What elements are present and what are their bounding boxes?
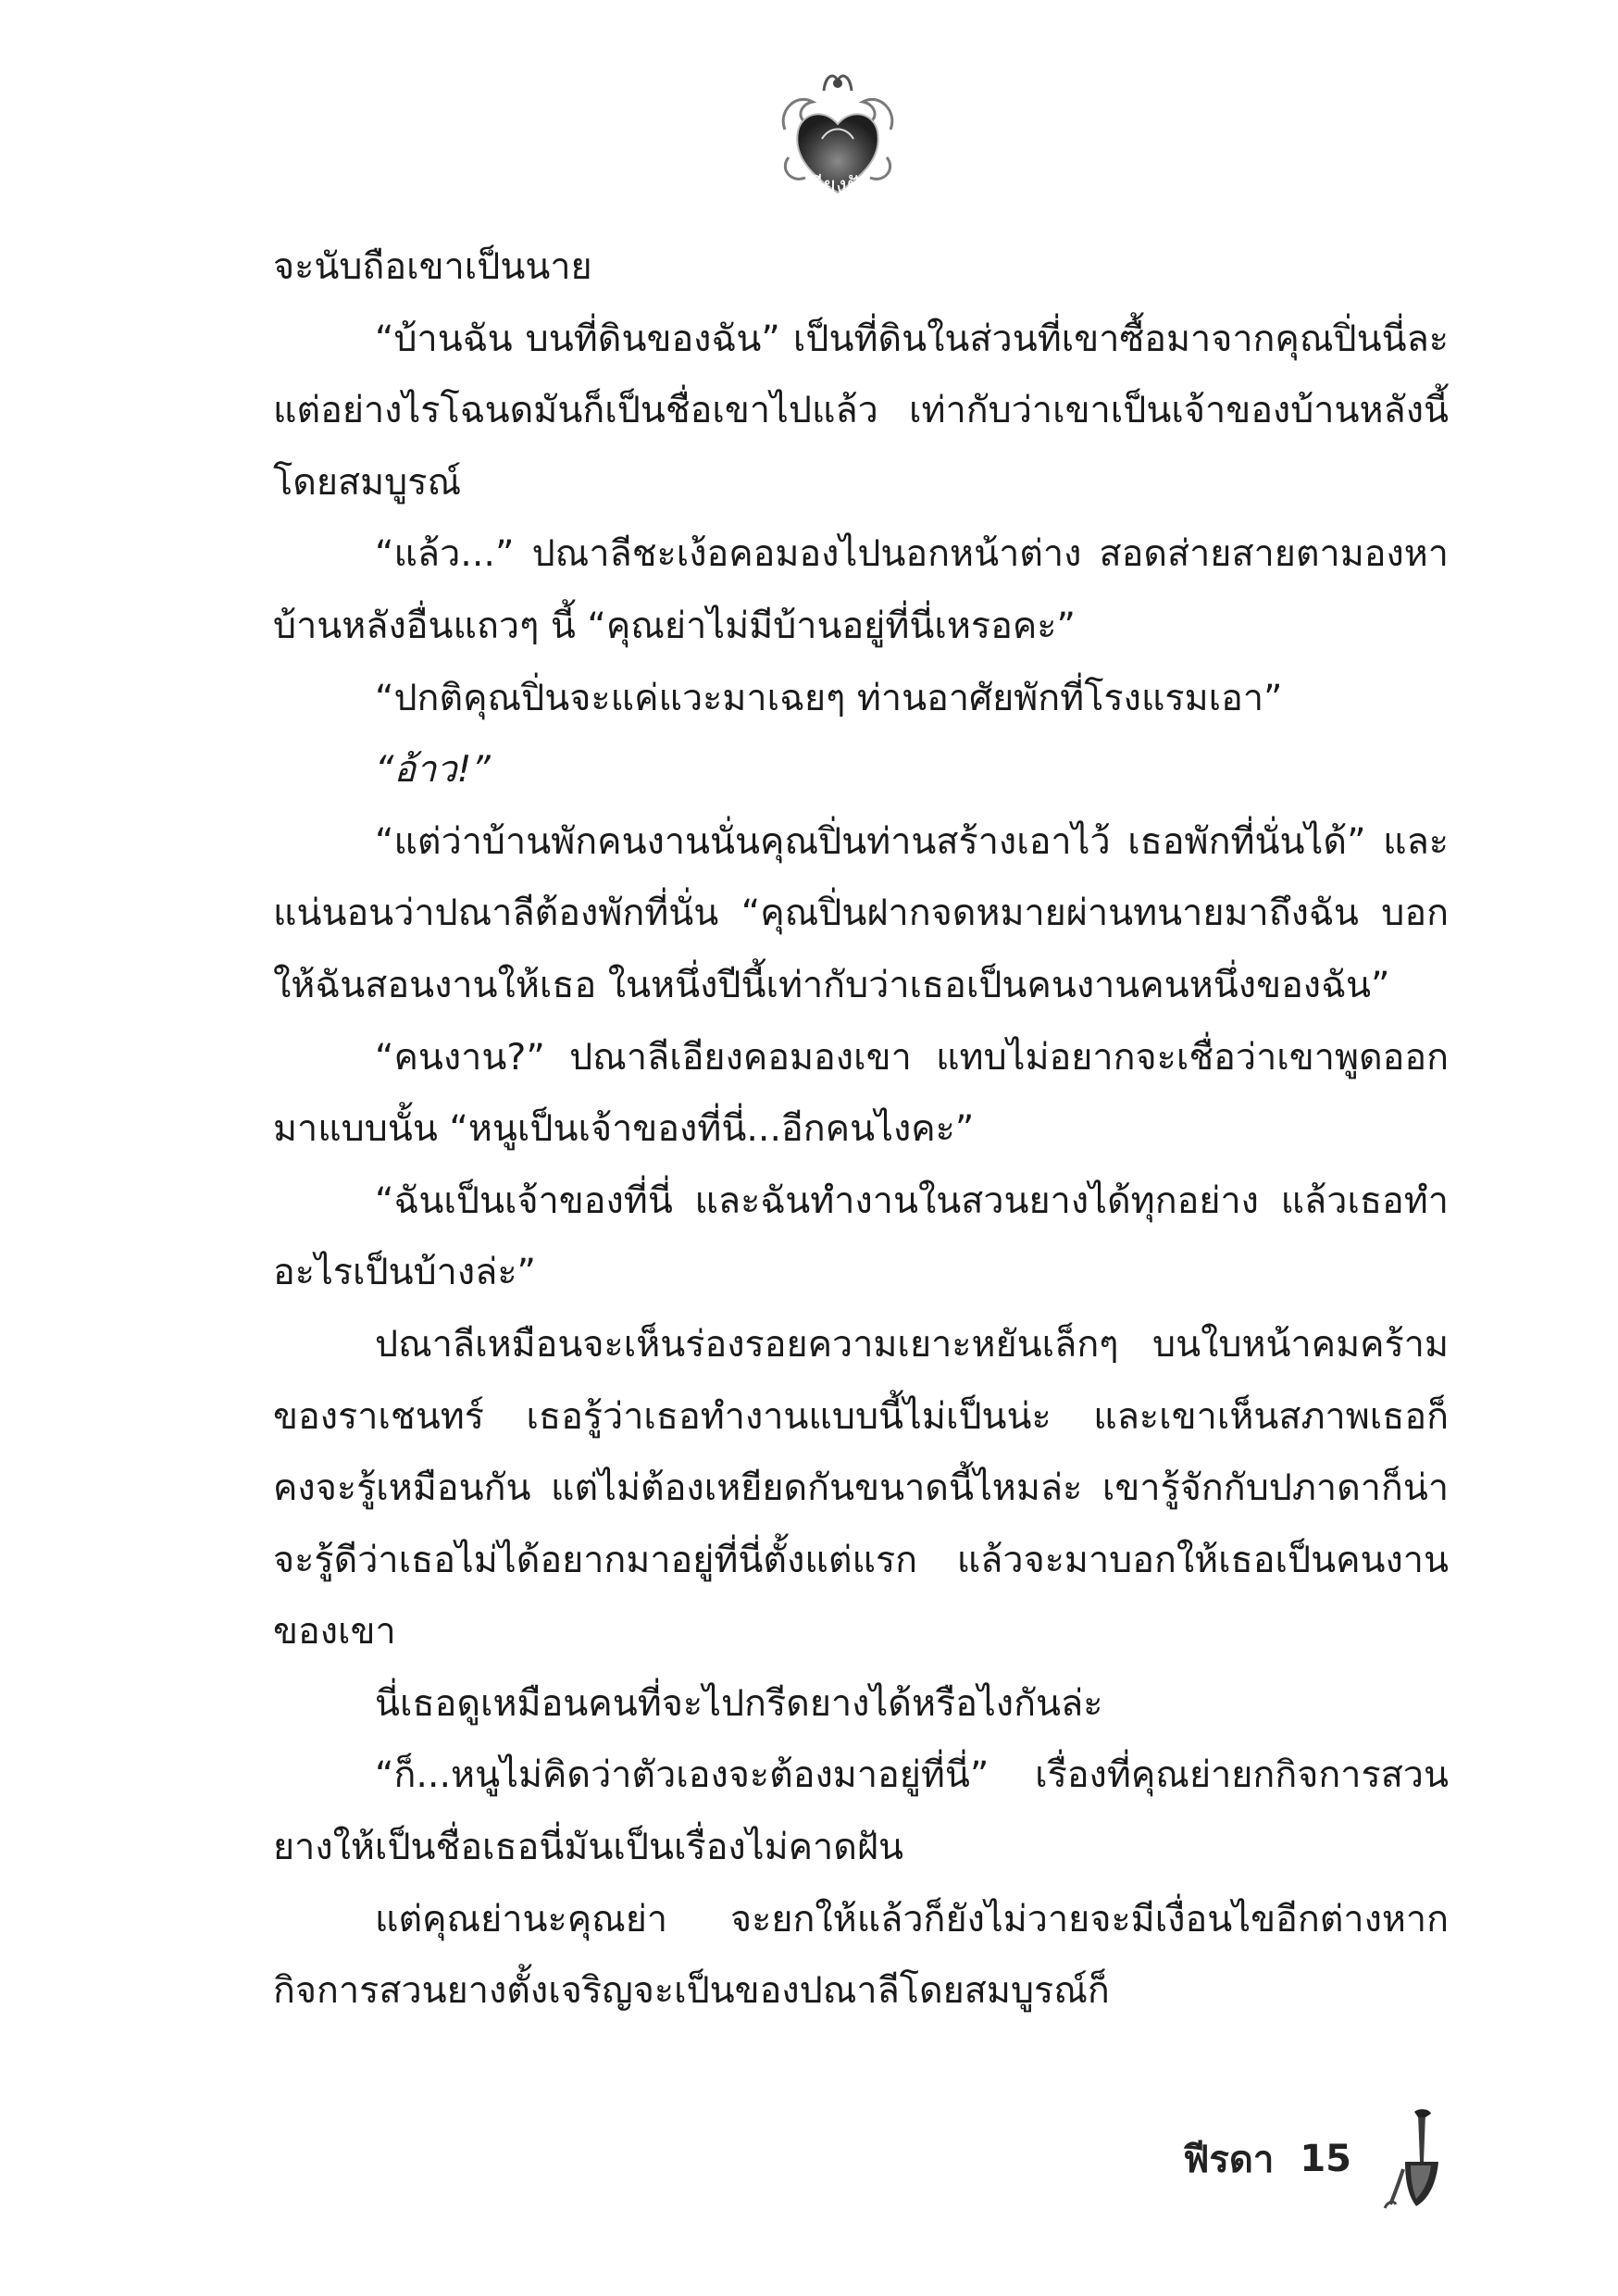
paragraph: “บ้านฉัน บนที่ดินของฉัน” เป็นที่ดินในส่วนที่เขาซื้อมาจากคุณปิ่นนี่ละ แต่อย่างไรโฉนดมันก็เป็นชื่อเขาไปแล้ว เท่ากับว่าเขาเป็นเจ้าของบ้านหลังนี้โดยสมบูรณ์ <box>273 317 1449 504</box>
paragraph: “ปกติคุณปิ่นจะแค่แวะมาเฉยๆ ท่านอาศัยพักที่โรงแรมเอา” <box>375 676 1283 719</box>
page-footer <box>1183 2103 1451 2215</box>
book-title: ฟีรดา <box>1183 2139 1275 2181</box>
paragraph: แต่คุณย่านะคุณย่า จะยกให้แล้วก็ยังไม่วายจะมีเงื่อนไขอีกต่างหาก กิจการสวนยางตั้งเจริญจะเป็นของปณาลีโดยสมบูรณ์ก็ <box>273 1897 1449 2013</box>
paragraph: ปณาลีเหมือนจะเห็นร่องรอยความเยาะหยันเล็กๆ บนใบหน้าคมคร้ามของราเชนทร์ เธอรู้ว่าเธอทำงานแบบนี้ไม่เป็นน่ะ และเขาเห็นสภาพเธอก็คงจะรู้เหมือนกัน แต่ไม่ต้องเหยียดกันขนาดนี้ไหมล่ะ เขารู้จักกับปภาดาก็น่าจะรู้ดีว่าเธอไม่ได้อยากมาอยู่ที่นี่ตั้งแต่แรก แล้วจะมาบอกให้เธอเป็นคนงานของเขา <box>273 1322 1449 1653</box>
paragraph: “อ้าว!” <box>375 748 491 792</box>
paragraph: “แล้ว...” ปณาลีชะเง้อคอมองไปนอกหน้าต่าง สอดส่ายสายตามองหาบ้านหลังอื่นแถวๆ นี้ “คุณย่าไม่มีบ้านอยู่ที่นี่เหรอคะ” <box>273 532 1449 647</box>
paragraph: “คนงาน?” ปณาลีเอียงคอมองเขา แทบไม่อยากจะเชื่อว่าเขาพูดออกมาแบบนั้น “หนูเป็นเจ้าของที่นี่...อีกคนไงคะ” <box>273 1035 1449 1151</box>
paragraph: นี่เธอดูเหมือนคนที่จะไปกรีดยางได้หรือไงกันล่ะ <box>375 1681 1103 1725</box>
body-text <box>273 231 1449 2028</box>
page-number: 15 <box>1300 2138 1351 2180</box>
paragraph: “แต่ว่าบ้านพักคนงานนั่นคุณปิ่นท่านสร้างเอาไว้ เธอพักที่นั่นได้” และแน่นอนว่าปณาลีต้องพักที่นั่น “คุณปิ่นฝากจดหมายผ่านทนายมาถึงฉัน บอกให้ฉันสอนงานให้เธอ ในหนึ่งปีนี้เท่ากับว่าเธอเป็นคนงานคนหนึ่งของฉัน” <box>273 819 1449 1006</box>
paragraph: จะนับถือเขาเป็นนาย <box>273 245 592 288</box>
paragraph: “ก็...หนูไม่คิดว่าตัวเองจะต้องมาอยู่ที่นี่” เรื่องที่คุณย่ายกกิจการสวนยางให้เป็นชื่อเธอนี่มันเป็นเรื่องไม่คาดฝัน <box>273 1753 1449 1869</box>
publisher-logo <box>768 65 907 204</box>
logo-text: เพียงฝัน <box>800 172 876 198</box>
paragraph: “ฉันเป็นเจ้าของที่นี่ และฉันทำงานในสวนยางได้ทุกอย่าง แล้วเธอทำอะไรเป็นบ้างล่ะ” <box>273 1179 1449 1294</box>
rubber-tapping-knife-icon <box>1377 2108 1451 2210</box>
